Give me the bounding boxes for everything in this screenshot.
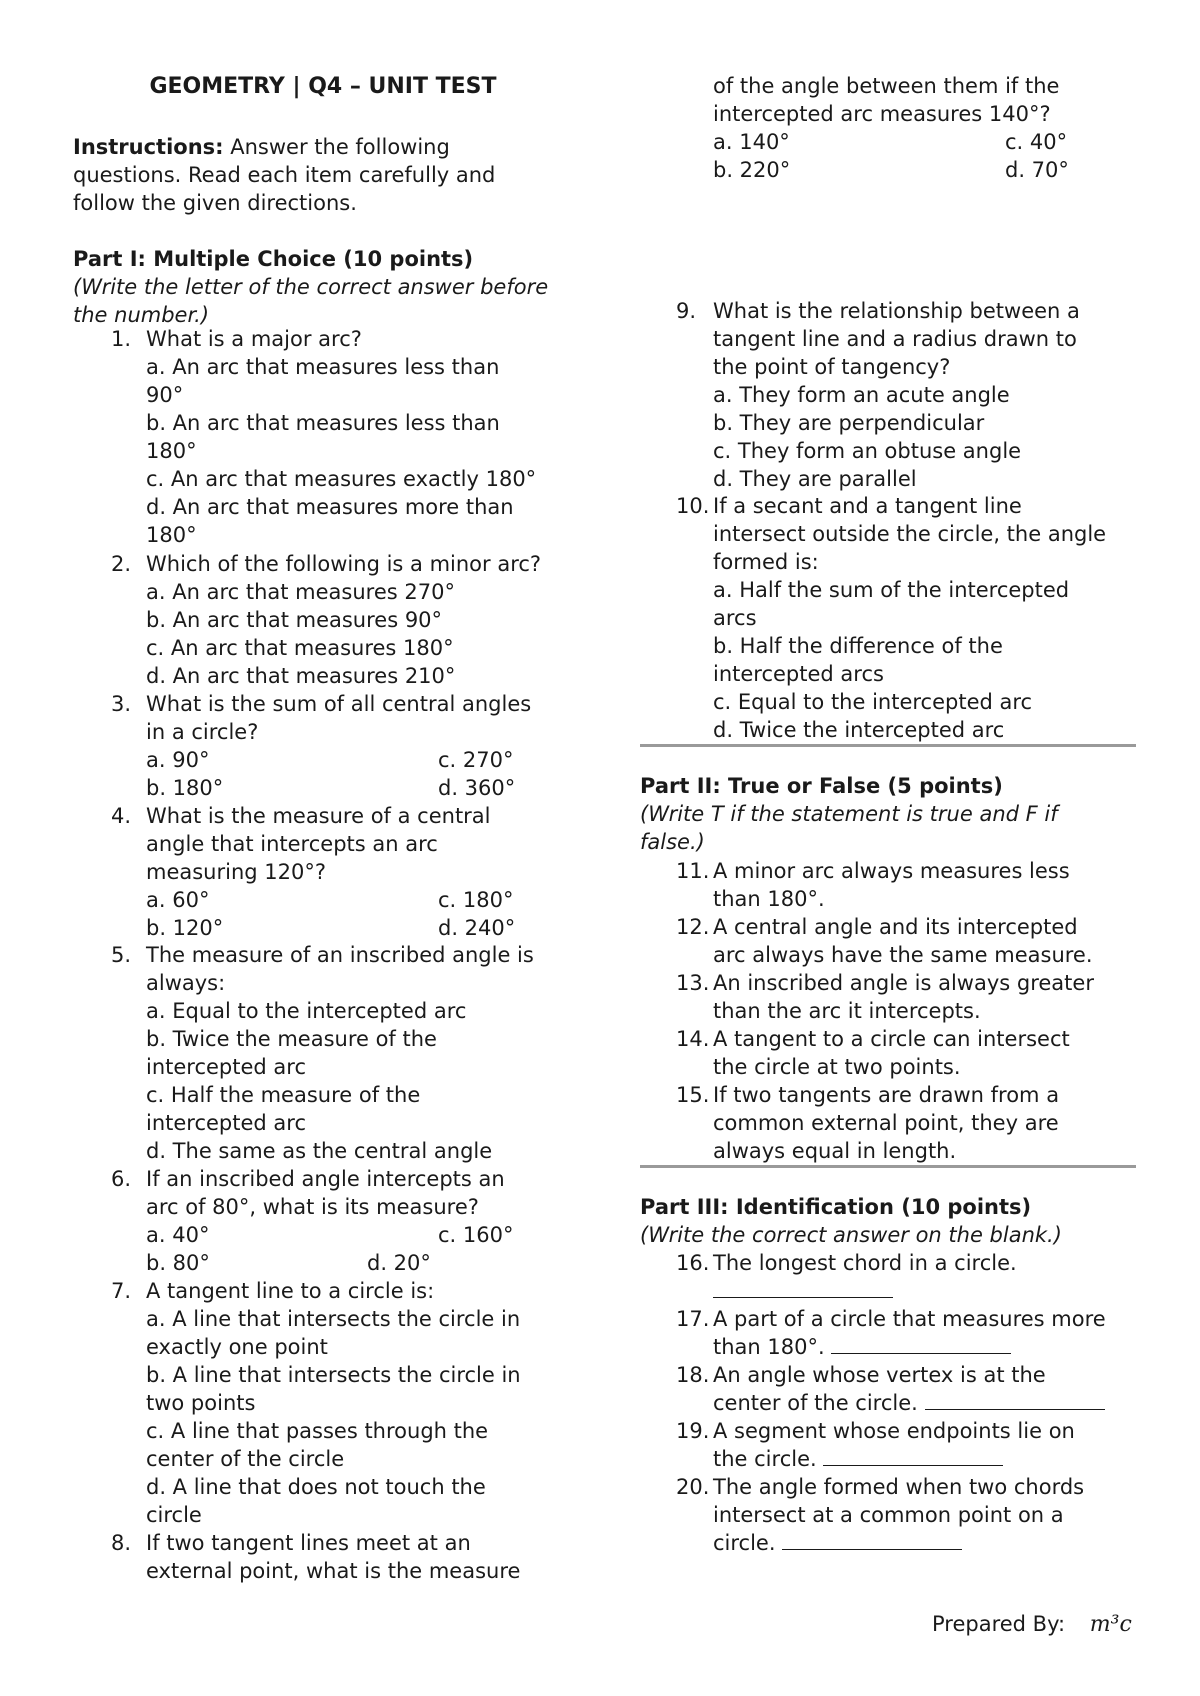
prepared-by bbox=[932, 1610, 1172, 1639]
part2-header: Part II: True or False (5 points) (Write T if the statement is true and F if false.) bbox=[640, 774, 1058, 854]
prepared-label: Prepared By: bbox=[932, 1612, 1066, 1636]
part1-heading: Part I: Multiple Choice (10 points) bbox=[73, 247, 474, 271]
part1-header: Part I: Multiple Choice (10 points) (Write the letter of the correct answer before the number.) bbox=[73, 247, 549, 327]
page-title: GEOMETRY | Q4 – UNIT TEST bbox=[149, 74, 497, 99]
answer-blank-18[interactable] bbox=[925, 1389, 1105, 1410]
instructions: Instructions: Answer the following questions. Read each item carefully and follow the given directions. bbox=[73, 135, 496, 215]
answer-blank-16[interactable] bbox=[713, 1277, 893, 1298]
signature: m³c bbox=[1089, 1612, 1132, 1637]
answer-blank-20[interactable] bbox=[782, 1529, 962, 1550]
part3-header: Part III: Identification (10 points) (Write the correct answer on the blank.) bbox=[640, 1195, 1062, 1247]
section-divider-1 bbox=[640, 744, 1136, 747]
part2-heading: Part II: True or False (5 points) bbox=[640, 774, 1003, 798]
part3-heading: Part III: Identification (10 points) bbox=[640, 1195, 1032, 1219]
instructions-label: Instructions: bbox=[73, 135, 224, 159]
answer-blank-17[interactable] bbox=[831, 1333, 1011, 1354]
answer-blank-19[interactable] bbox=[823, 1445, 1003, 1466]
section-divider-2 bbox=[640, 1165, 1136, 1168]
